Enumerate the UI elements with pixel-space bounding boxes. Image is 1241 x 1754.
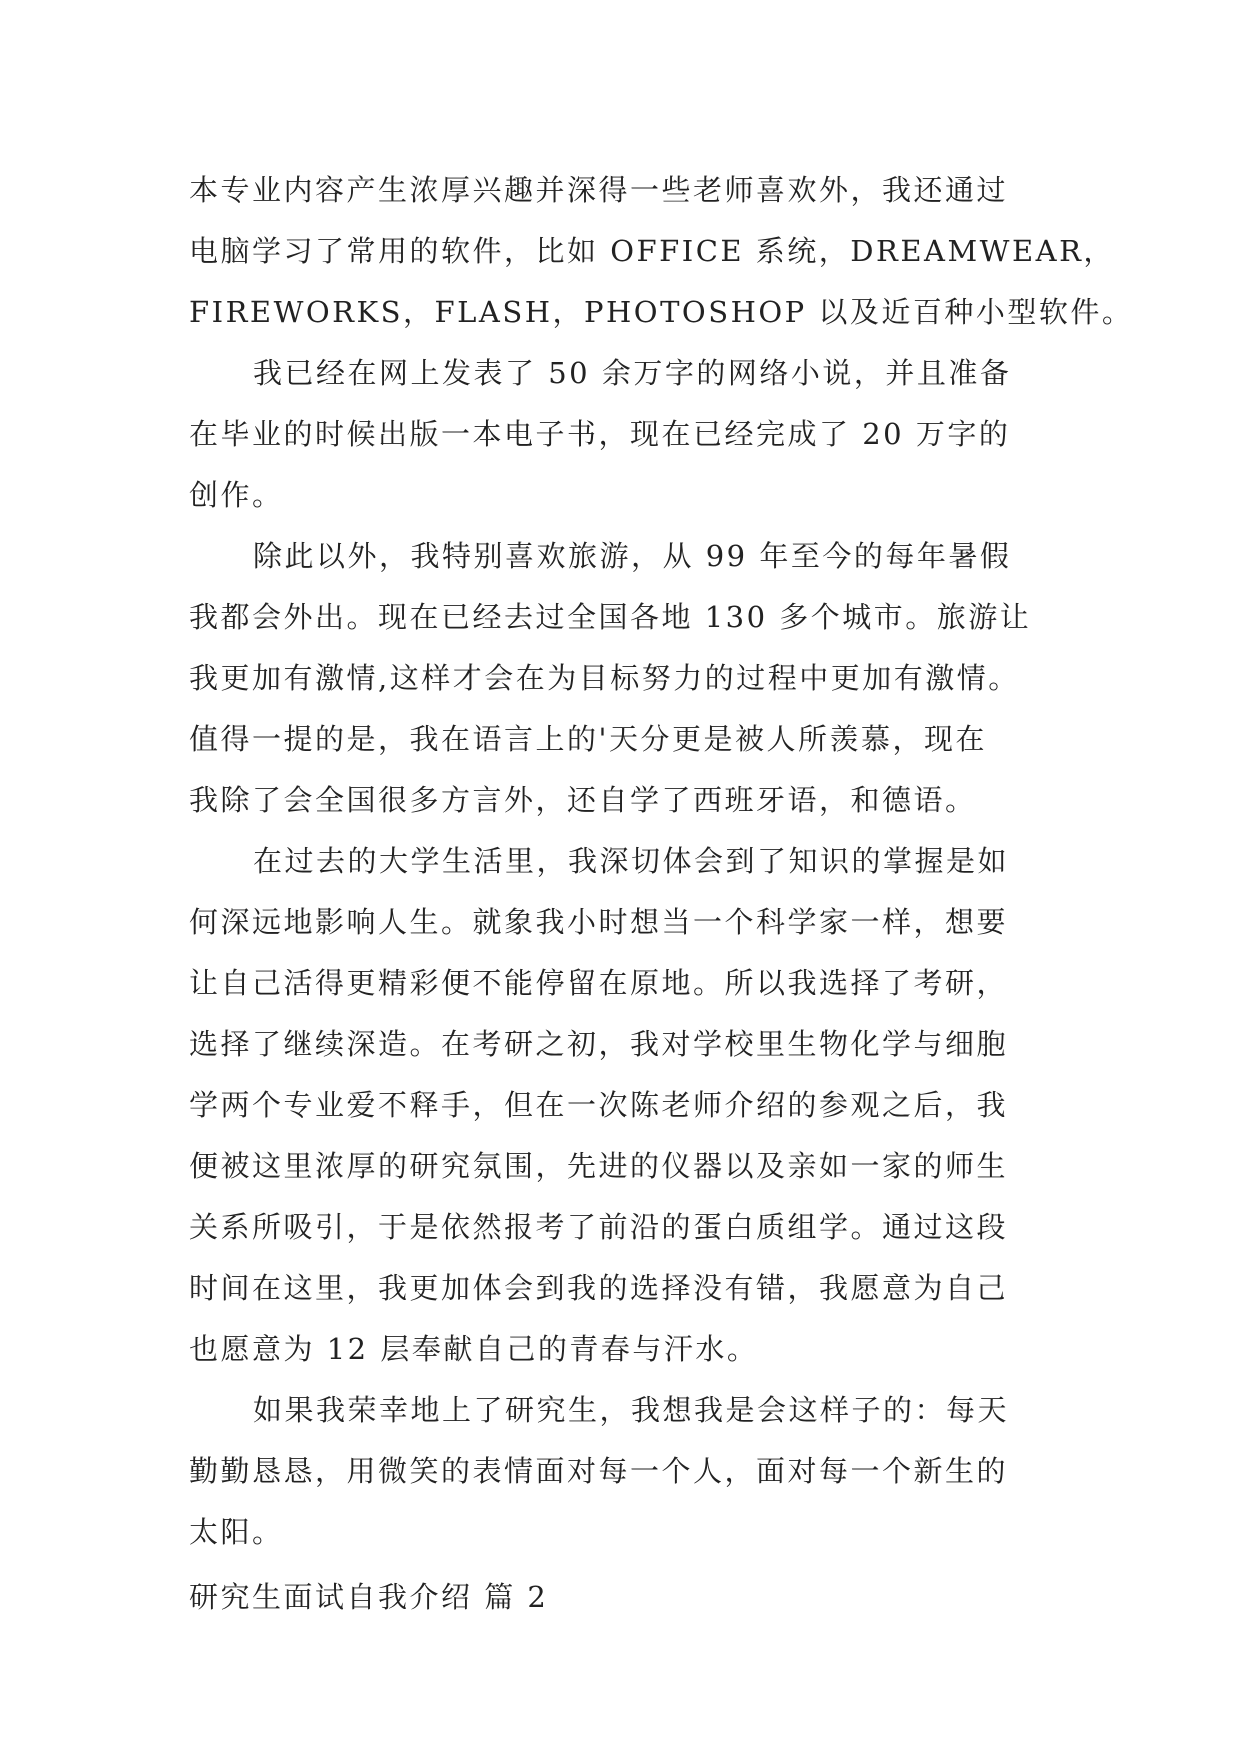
text-line: 时间在这里，我更加体会到我的选择没有错，我愿意为自己 — [189, 1271, 1009, 1305]
text-line: 电脑学习了常用的软件，比如 OFFICE 系统，DREAMWEAR， — [189, 234, 1115, 268]
text-line: 关系所吸引，于是依然报考了前沿的蛋白质组学。通过这段 — [189, 1210, 1009, 1244]
text-line: 我除了会全国很多方言外，还自学了西班牙语，和德语。 — [189, 783, 977, 817]
paragraph-skills — [189, 160, 1134, 343]
text-line: 本专业内容产生浓厚兴趣并深得一些老师喜欢外，我还通过 — [189, 173, 1009, 207]
text-line: 如果我荣幸地上了研究生，我想我是会这样子的：每天 — [253, 1393, 1010, 1427]
paragraph-future — [189, 1380, 1069, 1563]
text-line: 我都会外出。现在已经去过全国各地 130 多个城市。旅游让 — [189, 600, 1032, 634]
document-body — [189, 160, 1134, 1628]
text-line: 也愿意为 12 层奉献自己的青春与汗水。 — [189, 1332, 759, 1366]
text-line: 我更加有激情,这样才会在为目标努力的过程中更加有激情。 — [189, 661, 1020, 695]
text-line: 让自己活得更精彩便不能停留在原地。所以我选择了考研， — [189, 966, 1009, 1000]
section-heading: 研究生面试自我介绍 篇 2 — [189, 1580, 549, 1614]
text-line: 我已经在网上发表了 50 余万字的网络小说，并且准备 — [253, 356, 1012, 390]
paragraph-graduate-study — [189, 831, 1069, 1380]
text-line: 便被这里浓厚的研究氛围，先进的仪器以及亲如一家的师生 — [189, 1149, 1009, 1183]
text-line: 值得一提的是，我在语言上的'天分更是被人所羡慕，现在 — [189, 722, 987, 756]
text-line: FIREWORKS，FLASH，PHOTOSHOP 以及近百种小型软件。 — [189, 295, 1134, 329]
text-line: 太阳。 — [189, 1515, 284, 1549]
text-line: 创作。 — [189, 478, 284, 512]
text-line: 在毕业的时候出版一本电子书，现在已经完成了 20 万字的 — [189, 417, 1011, 451]
paragraph-travel — [189, 526, 1069, 831]
text-line: 何深远地影响人生。就象我小时想当一个科学家一样，想要 — [189, 905, 1009, 939]
paragraph-novel — [189, 343, 1069, 526]
text-line: 学两个专业爱不释手，但在一次陈老师介绍的参观之后，我 — [189, 1088, 1009, 1122]
text-line: 选择了继续深造。在考研之初，我对学校里生物化学与细胞 — [189, 1027, 1009, 1061]
text-line: 除此以外，我特别喜欢旅游，从 99 年至今的每年暑假 — [253, 539, 1012, 573]
text-line: 勤勤恳恳，用微笑的表情面对每一个人，面对每一个新生的 — [189, 1454, 1009, 1488]
text-line: 在过去的大学生活里，我深切体会到了知识的掌握是如 — [253, 844, 1010, 878]
